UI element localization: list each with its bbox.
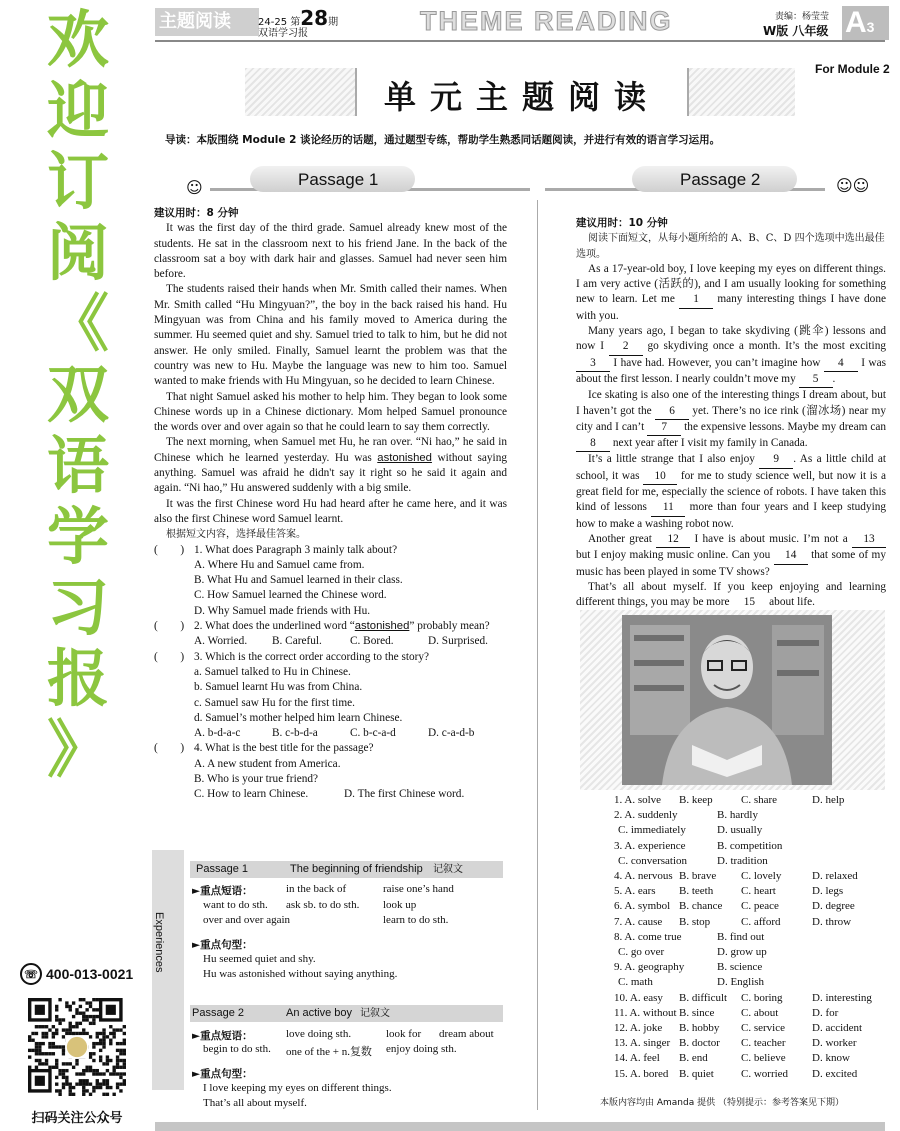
answer-option[interactable]: 11. A. without bbox=[614, 1006, 677, 1019]
answer-row bbox=[576, 884, 886, 899]
passage1-instruction: 根据短文内容，选择最佳答案。 bbox=[166, 529, 306, 541]
blank-4[interactable]: 4 bbox=[824, 356, 858, 372]
answer-row bbox=[576, 1006, 886, 1021]
key-sentence: I love keeping my eyes on different things. bbox=[203, 1082, 392, 1094]
answer-option[interactable]: C. share bbox=[741, 794, 778, 806]
banner-char: 阅 bbox=[46, 216, 109, 289]
answer-option[interactable]: C. immediately bbox=[618, 824, 686, 837]
q4-option[interactable]: C. How to learn Chinese. bbox=[194, 788, 309, 801]
passage2-paragraph: As a 17-year-old boy, I love keeping my eyes on different things. I am very active (活跃的), and I am usually looking for something new to learn. Let me 1 many interesting things I have done with you. bbox=[576, 262, 886, 322]
blank-13[interactable]: 13 bbox=[852, 532, 886, 548]
theme-reading-title: THEME READING bbox=[420, 6, 673, 36]
blank-6[interactable]: 6 bbox=[655, 404, 689, 420]
blank-15[interactable]: 15 bbox=[732, 595, 766, 611]
editor-name: 责编：杨莹莹 bbox=[775, 12, 830, 22]
phrase: enjoy doing sth. bbox=[386, 1043, 457, 1055]
q3-option[interactable]: C. b-c-a-d bbox=[350, 727, 396, 740]
phrase: learn to do sth. bbox=[383, 914, 449, 926]
answer-row bbox=[576, 915, 886, 930]
page-number: A3 bbox=[842, 6, 889, 40]
smiley-pair-icon: ☺☺ bbox=[836, 176, 870, 195]
answer-option[interactable]: B. chance bbox=[679, 900, 723, 913]
answer-row bbox=[576, 991, 886, 1006]
answer-option[interactable]: B. stop bbox=[679, 915, 711, 928]
passage2-paragraph: Another great 12 I have is about music. I’m not a 13 but I enjoy making music online. Can you 14 that some of my music has been played in some TV shows? bbox=[576, 532, 886, 578]
answer-option[interactable]: D. grow up bbox=[717, 946, 767, 959]
blank-1[interactable]: 1 bbox=[679, 292, 713, 308]
summary-p1-header: Passage 1 The beginning of friendship 记叙文 bbox=[190, 861, 503, 878]
blank-5[interactable]: 5 bbox=[799, 372, 833, 388]
blank-2[interactable]: 2 bbox=[609, 339, 643, 355]
student-reading-photo bbox=[622, 615, 832, 785]
answer-option[interactable]: B. science bbox=[717, 961, 763, 974]
paper-name: 双语学习报 bbox=[258, 28, 308, 39]
q2-option[interactable]: D. Surprised. bbox=[428, 635, 488, 648]
key-sentence: Hu seemed quiet and shy. bbox=[203, 953, 316, 965]
page-title: 单元主题阅读 bbox=[383, 78, 660, 116]
answer-option[interactable]: B. competition bbox=[717, 839, 783, 852]
q4-option[interactable]: A. A new student from America. bbox=[194, 757, 341, 770]
answer-option[interactable]: D. English bbox=[717, 976, 765, 989]
answer-option[interactable]: B. end bbox=[679, 1052, 708, 1065]
header-brand: 主题阅读 bbox=[155, 8, 259, 36]
phone-number bbox=[20, 963, 140, 985]
answer-option[interactable]: D. excited bbox=[812, 1067, 858, 1080]
answer-option[interactable]: D. interesting bbox=[812, 991, 872, 1004]
phrase: love doing sth. bbox=[286, 1028, 352, 1040]
answer-row bbox=[576, 960, 886, 975]
question-4: ( ) 4. What is the best title for the passage? bbox=[154, 742, 374, 755]
banner-char: 订 bbox=[46, 145, 109, 218]
answer-option[interactable]: 10. A. easy bbox=[614, 991, 663, 1004]
answer-option[interactable]: D. legs bbox=[812, 885, 844, 898]
passage1-paragraph: The students raised their hands when Mr. Smith called their names. When Mr. Smith called “Hu Mingyuan?”, the boy in the back raised his hand. Hu Mingyuan was from China and his family moved to America during the summer. Hu seemed quiet and shy. Samuel tried to talk to him, but he did not answer. He only smiled. Finally, Samuel learnt the problem was that the country was new to Hu. Maybe the language was new to him too. Samuel wanted to make friends with Hu Mingyuan, so he decided to learn Chinese. bbox=[154, 283, 507, 388]
q3-option[interactable]: B. c-b-d-a bbox=[272, 727, 318, 740]
answer-row bbox=[576, 930, 886, 945]
q4-option[interactable]: B. Who is your true friend? bbox=[194, 772, 319, 785]
answer-option[interactable]: D. accident bbox=[812, 1022, 863, 1035]
q2-option[interactable]: A. Worried. bbox=[194, 635, 248, 648]
passage1-time: 建议用时：8 分钟 bbox=[154, 207, 239, 219]
banner-char: 迎 bbox=[46, 74, 109, 147]
banner-char: 《 bbox=[46, 287, 109, 360]
banner-char: 学 bbox=[46, 500, 109, 573]
answer-option[interactable]: C. afford bbox=[741, 915, 781, 928]
answer-option[interactable]: 1. A. solve bbox=[614, 794, 662, 806]
q3-item: b. Samuel learnt Hu was from China. bbox=[194, 681, 363, 694]
phrase: look for bbox=[386, 1028, 422, 1040]
q2-option[interactable]: B. Careful. bbox=[272, 635, 322, 648]
blank-12[interactable]: 12 bbox=[656, 532, 690, 548]
column-divider bbox=[537, 200, 538, 1110]
summary-p1-phrases-label: ►重点短语： bbox=[192, 885, 253, 897]
answer-option[interactable]: C. worried bbox=[741, 1067, 789, 1080]
q1-option[interactable]: C. How Samuel learned the Chinese word. bbox=[194, 589, 387, 602]
q3-item: c. Samuel saw Hu for the first time. bbox=[194, 696, 355, 709]
q2-option[interactable]: C. Bored. bbox=[350, 635, 394, 648]
passage1-paragraph: It was the first Chinese word Hu had heard after he came here, and it was also the first Chinese word Samuel learnt. bbox=[154, 497, 507, 525]
phrase: dream about bbox=[439, 1028, 494, 1040]
answer-option[interactable]: D. know bbox=[812, 1052, 850, 1065]
answer-option[interactable]: 2. A. suddenly bbox=[614, 809, 678, 822]
question-2: ( ) 2. What does the underlined word “astonished” probably mean? bbox=[154, 620, 490, 633]
qr-label: 扫码关注公众号 bbox=[31, 1111, 123, 1126]
phrase: raise one’s hand bbox=[383, 883, 454, 895]
q1-option[interactable]: B. What Hu and Samuel learned in their class. bbox=[194, 574, 403, 587]
question-1: ( ) 1. What does Paragraph 3 mainly talk about? bbox=[154, 543, 398, 556]
answer-option[interactable]: D. help bbox=[812, 794, 845, 806]
phrase: begin to do sth. bbox=[203, 1043, 271, 1055]
answer-option[interactable]: C. service bbox=[741, 1022, 785, 1035]
banner-char: 语 bbox=[46, 429, 109, 502]
answer-option[interactable]: D. tradition bbox=[717, 854, 768, 867]
blank-10[interactable]: 10 bbox=[643, 469, 677, 485]
answer-option[interactable]: 15. A. bored bbox=[614, 1067, 669, 1080]
banner-char: 报 bbox=[46, 642, 109, 715]
answer-row bbox=[576, 945, 886, 960]
answer-row bbox=[576, 1067, 886, 1082]
answer-option[interactable]: C. go over bbox=[618, 946, 665, 959]
phrase: ask sb. to do sth. bbox=[286, 899, 360, 911]
answer-row bbox=[576, 839, 886, 854]
passage2-paragraph: Many years ago, I began to take skydiving (跳伞) lessons and now I 2 go skydiving once a month. It’s the most exciting 3 I have had. However, you can’t imagine how 4 I was about the first lesson. I nearly couldn’t move my 5 . bbox=[576, 324, 886, 388]
answer-option[interactable]: B. hobby bbox=[679, 1022, 720, 1035]
answer-row bbox=[576, 899, 886, 914]
passage2-label: Passage 2 bbox=[680, 170, 761, 189]
answer-row bbox=[576, 1051, 886, 1066]
summary-p2-header: Passage 2 An active boy 记叙文 bbox=[190, 1005, 503, 1022]
answer-option[interactable]: D. for bbox=[812, 1006, 839, 1019]
phrase: one of the + n.复数 bbox=[286, 1046, 372, 1058]
answer-row bbox=[576, 823, 886, 838]
answer-option[interactable]: D. degree bbox=[812, 900, 855, 913]
blank-7[interactable]: 7 bbox=[647, 420, 681, 436]
answer-option[interactable]: C. boring bbox=[741, 991, 783, 1004]
blank-8[interactable]: 8 bbox=[576, 436, 610, 452]
answer-row bbox=[576, 1021, 886, 1036]
blank-11[interactable]: 11 bbox=[651, 500, 685, 516]
answer-option[interactable]: B. brave bbox=[679, 870, 717, 883]
q3-item: d. Samuel’s mother helped him learn Chinese. bbox=[194, 711, 403, 724]
answer-option[interactable]: C. peace bbox=[741, 900, 779, 913]
intro-text: 导读：本版围绕 Module 2 谈论经历的话题，通过题型专练，帮助学生熟悉同话题阅读，并进行有效的语言学习运用。 bbox=[165, 134, 721, 146]
answer-option[interactable]: 6. A. symbol bbox=[614, 900, 671, 913]
subscribe-banner bbox=[28, 3, 128, 789]
passage1-paragraph: It was the first day of the third grade. Samuel already knew most of the students. He sat in the classroom next to his friend Jane. In the back of the classroom sat a boy with dark hair and glasses. Samuel had never seen him before. bbox=[154, 222, 507, 281]
phone-text: 400-013-0021 bbox=[46, 966, 134, 982]
answer-option[interactable]: C. believe bbox=[741, 1052, 786, 1065]
answer-option[interactable]: 14. A. feel bbox=[614, 1052, 660, 1065]
edition-label: W版 八年级 bbox=[763, 24, 829, 38]
phrase: in the back of bbox=[286, 883, 347, 895]
passage2-time: 建议用时：10 分钟 bbox=[576, 217, 668, 229]
summary-p2-sentences-label: ►重点句型： bbox=[192, 1068, 253, 1080]
q2-options bbox=[154, 634, 507, 649]
answer-row bbox=[576, 808, 886, 823]
answer-option[interactable]: 3. A. experience bbox=[614, 839, 686, 852]
passage1-body bbox=[154, 206, 507, 803]
phrase: look up bbox=[383, 899, 417, 911]
answer-option[interactable]: B. doctor bbox=[679, 1037, 720, 1050]
issue-number: 24-25 第28期 bbox=[258, 6, 339, 30]
answer-row bbox=[576, 869, 886, 884]
answer-option[interactable]: B. difficult bbox=[679, 991, 728, 1004]
page-title-banner bbox=[245, 68, 795, 116]
passage2-paragraph: That’s all about myself. If you keep enjoying and learning different things, you may be more 15 about life. bbox=[576, 580, 886, 612]
passage2-body bbox=[576, 216, 886, 611]
answer-option[interactable]: 7. A. cause bbox=[614, 915, 663, 928]
summary-p1-sentences-label: ►重点句型： bbox=[192, 939, 253, 951]
q1-option[interactable]: D. Why Samuel made friends with Hu. bbox=[194, 604, 371, 617]
banner-char: 习 bbox=[46, 571, 109, 644]
answer-row bbox=[576, 854, 886, 869]
passage2-instruction: 阅读下面短文，从每小题所给的 A、B、C、D 四个选项中选出最佳选项。 bbox=[576, 233, 885, 260]
answer-option[interactable]: B. teeth bbox=[679, 885, 714, 898]
answer-option[interactable]: C. teacher bbox=[741, 1037, 786, 1050]
answer-option[interactable]: 13. A. singer bbox=[614, 1037, 671, 1050]
blank-14[interactable]: 14 bbox=[774, 548, 808, 564]
answer-option[interactable]: B. quiet bbox=[679, 1067, 714, 1080]
passage1-paragraph: The next morning, when Samuel met Hu, he ran over. “Ni hao,” he said in Chinese which he learned yesterday. Hu was astonished without saying anything. Samuel was afraid he didn't say it right so he said it again and again. “Ni hao,” Hu answered suddenly with a big smile. bbox=[154, 436, 507, 495]
answer-option[interactable]: C. conversation bbox=[618, 854, 688, 867]
q4-options bbox=[154, 787, 507, 802]
passage1-paragraph: That night Samuel asked his mother to help him. They began to look some Chinese words up in a Chinese dictionary. Mom helped Samuel pronounce the words over and over again so that he could learn to say them correctly. bbox=[154, 390, 507, 434]
answer-option[interactable]: 12. A. joke bbox=[614, 1022, 663, 1035]
answer-option[interactable]: 9. A. geography bbox=[614, 961, 685, 974]
summary-p2-phrases-label: ►重点短语： bbox=[192, 1030, 253, 1042]
passage1-label: Passage 1 bbox=[298, 170, 379, 189]
answer-option[interactable]: 5. A. ears bbox=[614, 885, 656, 898]
banner-char: 》 bbox=[46, 713, 109, 786]
question-3: ( ) 3. Which is the correct order according to the story? bbox=[154, 650, 430, 663]
answer-option[interactable]: C. about bbox=[741, 1006, 779, 1019]
underlined-word: astonished bbox=[377, 451, 432, 464]
banner-char: 欢 bbox=[46, 3, 109, 76]
answer-options bbox=[576, 793, 886, 1082]
answer-option[interactable]: 4. A. nervous bbox=[614, 870, 673, 883]
phrase: want to do sth. bbox=[203, 899, 268, 911]
blank-3[interactable]: 3 bbox=[576, 356, 610, 372]
answer-option[interactable]: B. hardly bbox=[717, 809, 758, 822]
answer-row bbox=[576, 975, 886, 990]
answer-option[interactable]: D. usually bbox=[717, 824, 763, 837]
answer-option[interactable]: 8. A. come true bbox=[614, 930, 682, 943]
answer-option[interactable]: B. keep bbox=[679, 794, 713, 806]
passage2-paragraph: Ice skating is also one of the interesting things I dream about, but I haven’t got the 6 yet. There’s no ice rink (溜冰场) near my city and I can’t 7 the expensive lessons. Maybe my dream can 8 next year after I visit my family in Canada. bbox=[576, 388, 886, 452]
for-module-label: For Module 2 bbox=[815, 62, 890, 76]
answer-row bbox=[576, 1036, 886, 1051]
phone-icon: ☏ bbox=[20, 963, 42, 985]
key-sentence: That’s all about myself. bbox=[203, 1097, 307, 1109]
q1-option[interactable]: A. Where Hu and Samuel came from. bbox=[194, 558, 365, 571]
answer-option[interactable]: D. throw bbox=[812, 915, 852, 928]
phrase: over and over again bbox=[203, 914, 291, 926]
qr-code-icon[interactable] bbox=[28, 998, 126, 1096]
q3-option[interactable]: A. b-d-a-c bbox=[194, 727, 241, 740]
answer-option[interactable]: D. worker bbox=[812, 1037, 857, 1050]
q3-option[interactable]: D. c-a-d-b bbox=[428, 727, 475, 740]
passage2-paragraph: It’s a little strange that I also enjoy 9 . As a little child at school, it was 10 for me to study science well, but now it is a great field for me, especially the science of robots. I have taken this kind of lessons 11 more than four years and I keep studying how to make a washing robot now. bbox=[576, 453, 887, 530]
blank-9[interactable]: 9 bbox=[759, 452, 793, 468]
q3-options bbox=[154, 726, 507, 741]
answer-option[interactable]: C. lovely bbox=[741, 870, 782, 883]
summary-vertical-label: Experiences bbox=[153, 912, 165, 973]
credit-line: 本版内容均由 Amanda 提供 （特别提示：参考答案见下期） bbox=[600, 1098, 844, 1108]
answer-row bbox=[576, 793, 886, 808]
answer-option[interactable]: C. math bbox=[618, 976, 653, 989]
q3-item: a. Samuel talked to Hu in Chinese. bbox=[194, 665, 351, 678]
banner-char: 双 bbox=[46, 358, 109, 431]
smiley-icon: ☺ bbox=[186, 178, 203, 197]
answer-option[interactable]: D. relaxed bbox=[812, 870, 858, 883]
answer-option[interactable]: B. find out bbox=[717, 930, 765, 943]
key-sentence: Hu was astonished without saying anything. bbox=[203, 968, 398, 980]
answer-option[interactable]: B. since bbox=[679, 1006, 715, 1019]
q4-option[interactable]: D. The first Chinese word. bbox=[344, 788, 465, 801]
footer-bar bbox=[155, 1122, 885, 1131]
answer-option[interactable]: C. heart bbox=[741, 885, 776, 898]
